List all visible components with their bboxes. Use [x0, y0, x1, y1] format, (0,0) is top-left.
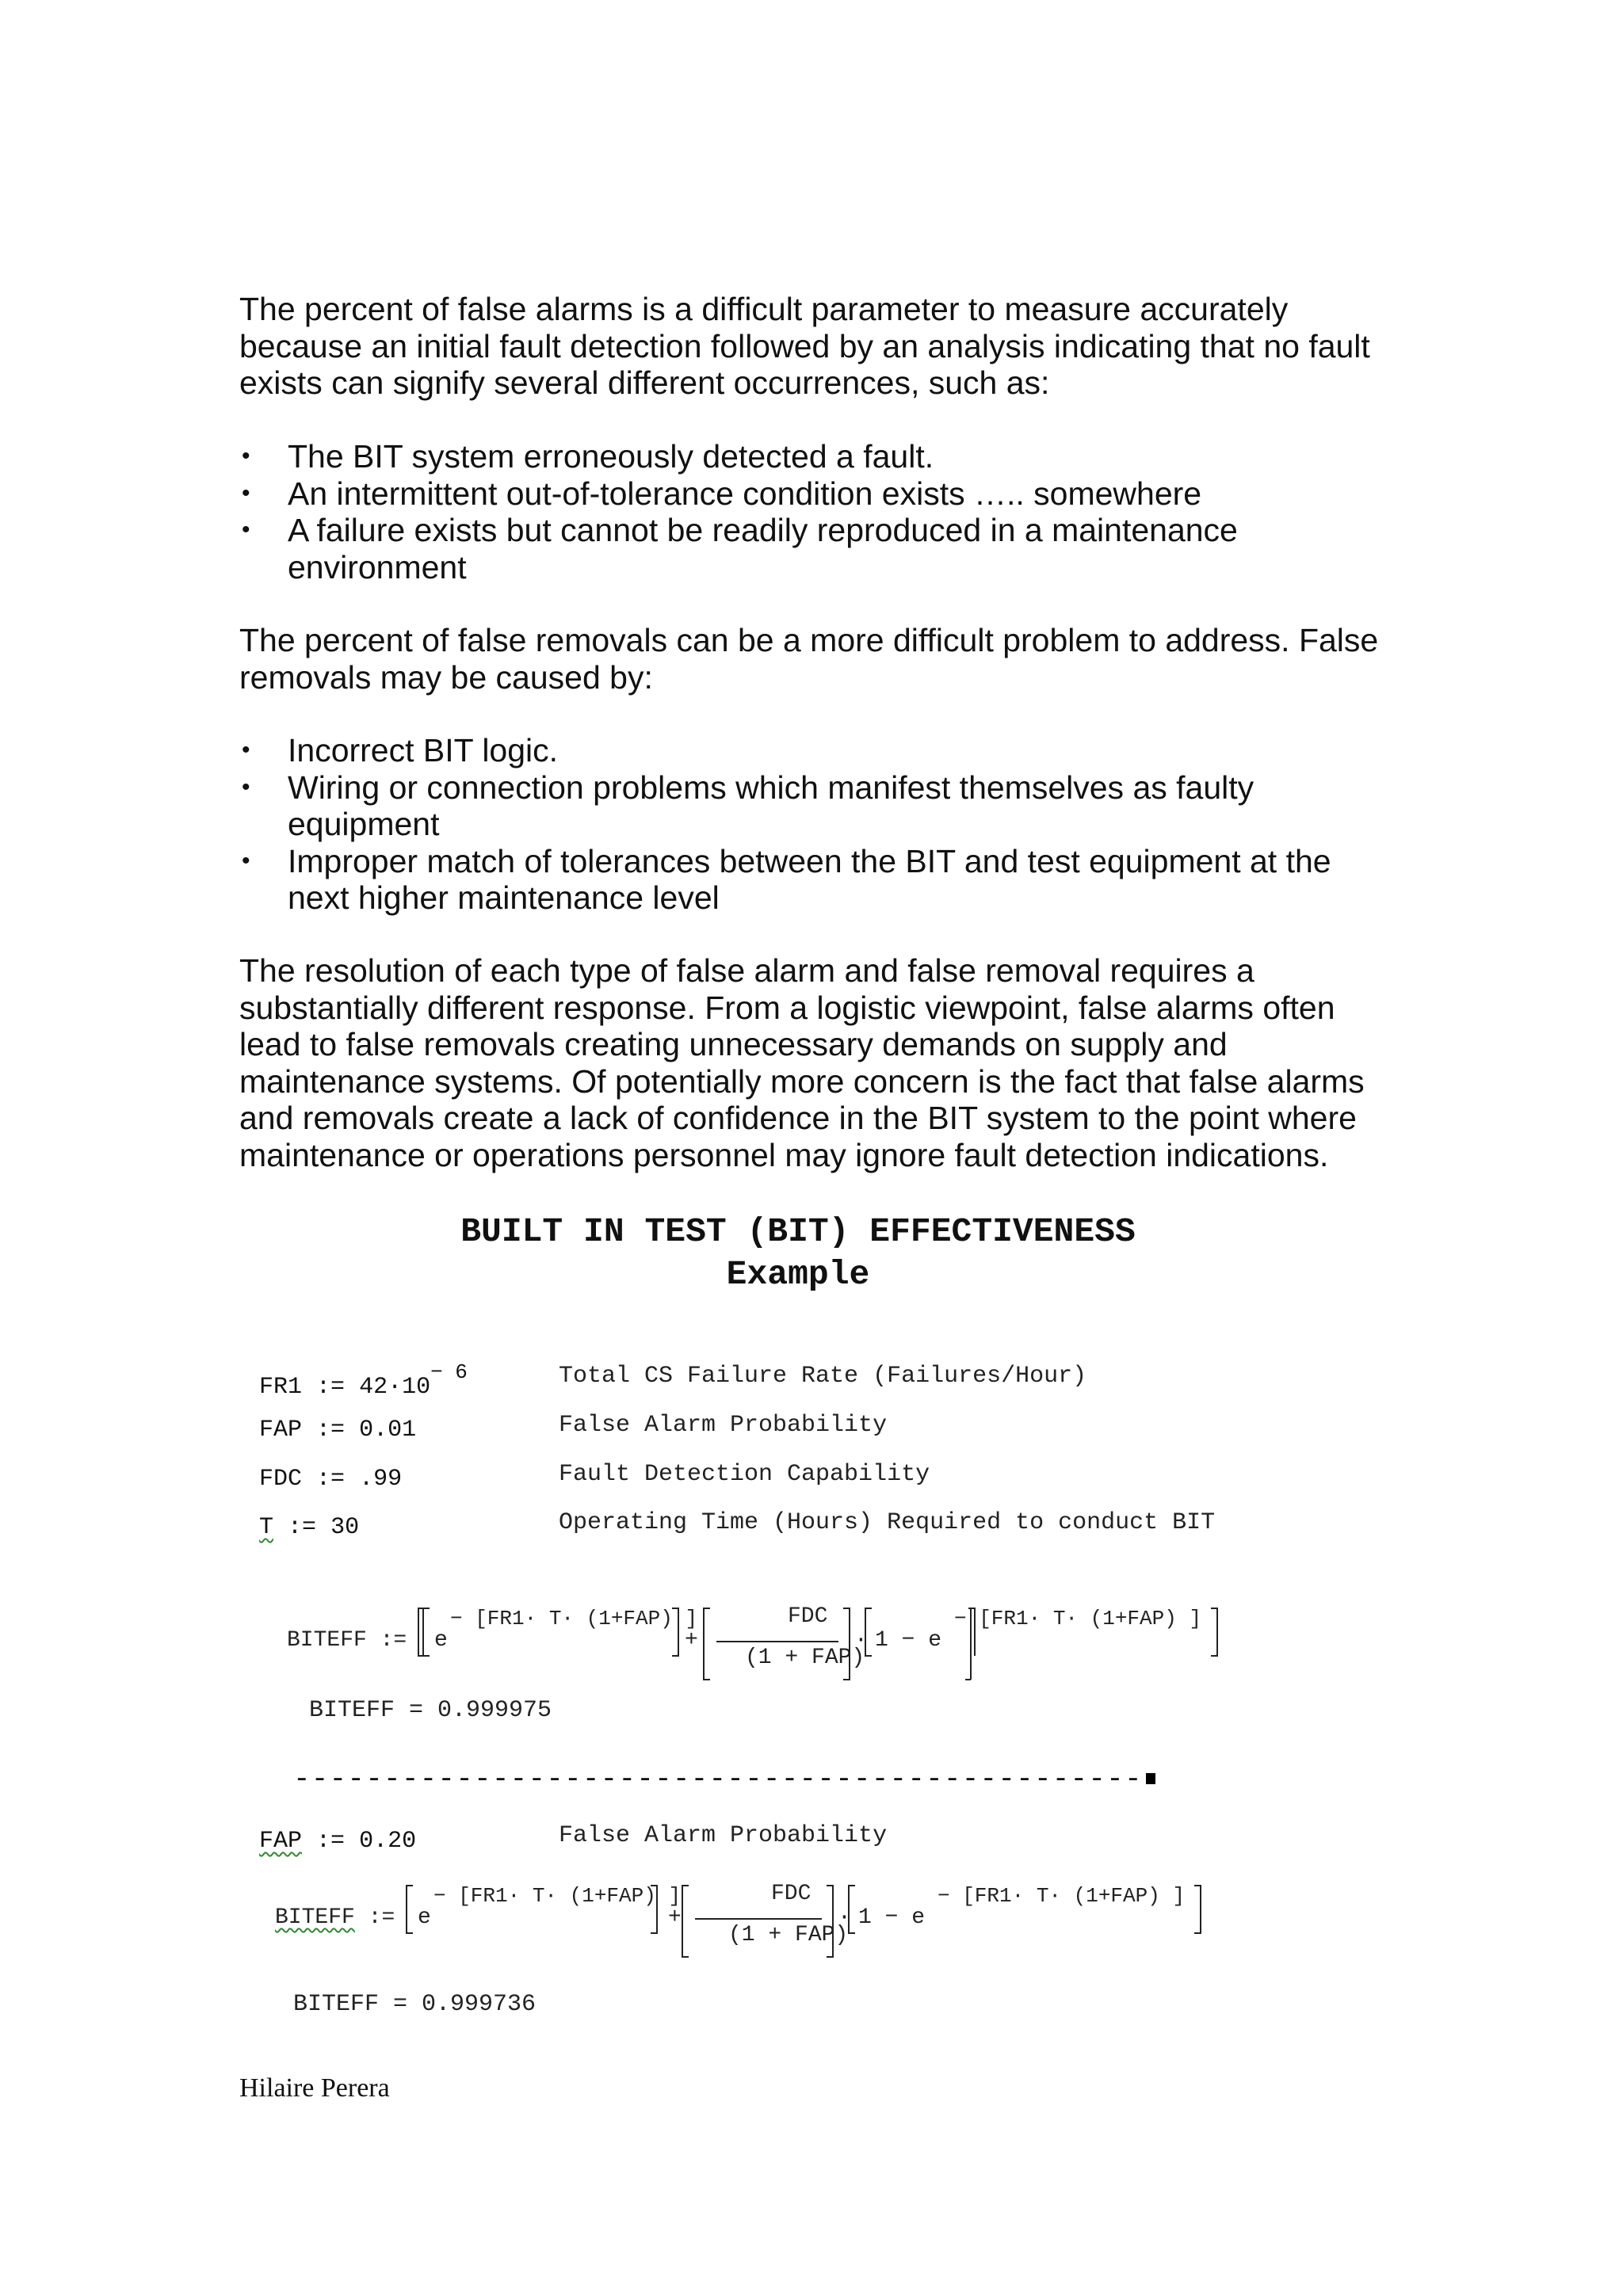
definition-fdc: FDC := .99 [259, 1466, 403, 1493]
closing-bracket [1190, 1878, 1213, 1965]
bullet-icon: • [242, 847, 250, 874]
false-removal-causes-list [239, 732, 1396, 917]
list-item: • Improper match of tolerances between the BIT and test equipment at the next higher maintenance level [242, 842, 1331, 916]
description-fap-2: False Alarm Probability [559, 1822, 888, 1849]
bullet-icon: • [242, 479, 250, 506]
author-name: Hilaire Perera [239, 2073, 390, 2103]
list-item: • Incorrect BIT logic. [242, 732, 559, 769]
biteff-result-2: BITEFF = 0.999736 [293, 1991, 537, 2018]
definition-t: T := 30 [259, 1514, 360, 1541]
paragraph-text: The resolution of each type of false alarm and false removal requires a substantially different response. From a logistic viewpoint, false alarms often lead to false removals creating unnecessary demands on supply and maintenance systems. Of potentially more concern is the fact that false alarms and removals create a lack of confidence in the BIT system to the point where maintenance or operations personnel may ignore fault detection indications. [239, 952, 1365, 1173]
list-item: • An intermittent out-of-tolerance condition exists ….. somewhere [242, 475, 1202, 512]
closing-bracket [1206, 1600, 1230, 1688]
section-heading [239, 1211, 1507, 1296]
definition-fr1: FR1 := $42\cdot 10^{- 6}$ [259, 1360, 468, 1401]
definition-fap-2: FAP := 0.20 [259, 1828, 417, 1855]
biteff-formula-1: BITEFF := e − [FR1· T· (1+FAP) ] + FDC (1 + FAP) · 1 − e − [FR1· T· (1+FAP) ] [287, 1600, 1238, 1688]
definition-fap: FAP := 0.01 [259, 1417, 417, 1444]
list-item: • Wiring or connection problems which manifest themselves as faulty equipment [242, 769, 1254, 842]
paragraph-false-removals [239, 622, 1396, 696]
false-alarm-causes-list [239, 438, 1396, 585]
paragraph-false-alarms [239, 291, 1396, 402]
description-fap: False Alarm Probability [559, 1412, 888, 1439]
heading-line-2: Example [726, 1255, 870, 1294]
bullet-icon: • [242, 443, 250, 469]
paragraph-text: The percent of false removals can be a more difficult problem to address. False removals may be caused by: [239, 622, 1379, 696]
list-item: • The BIT system erroneously detected a fault. [242, 438, 934, 475]
paragraph-resolution [239, 952, 1396, 1173]
bullet-icon: • [242, 517, 250, 543]
paragraph-text: The percent of false alarms is a difficult parameter to measure accurately because an initial fault detection followed by an analysis indicating that no fault exists can signify several different occurrences, such as: [239, 291, 1370, 401]
bullet-icon: • [242, 773, 250, 800]
biteff-result-1: BITEFF = 0.999975 [309, 1697, 552, 1724]
end-marker-icon [1146, 1773, 1155, 1784]
description-fr1: Total CS Failure Rate (Failures/Hour) [559, 1363, 1087, 1390]
list-item: • A failure exists but cannot be readily reproduced in a maintenance environment [242, 512, 1238, 585]
bullet-icon: • [242, 737, 250, 763]
biteff-formula-2: BITEFF := e − [FR1· T· (1+FAP) ] + FDC (1 + FAP) · 1 − e − [FR1· T· (1+FAP) ] [275, 1878, 1226, 1965]
description-fdc: Fault Detection Capability [559, 1461, 930, 1488]
description-t: Operating Time (Hours) Required to conduct BIT [559, 1509, 1216, 1536]
heading-line-1: BUILT IN TEST (BIT) EFFECTIVENESS [460, 1212, 1136, 1251]
separator-line: ----------------------------------------------- [293, 1763, 1155, 1795]
